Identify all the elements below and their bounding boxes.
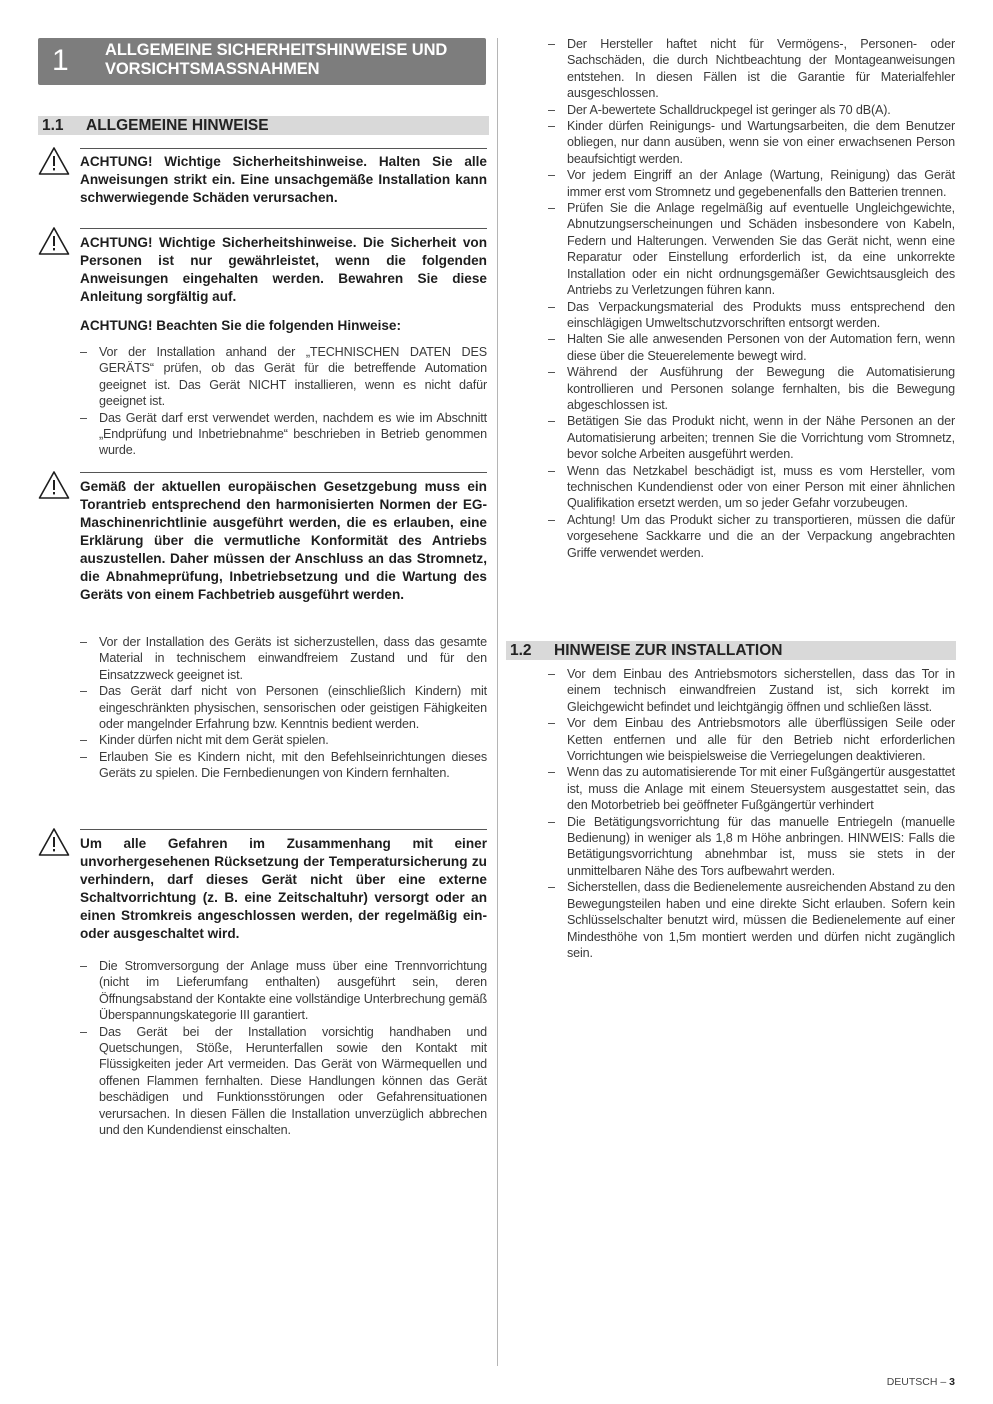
section-number: 1.1: [42, 117, 64, 134]
list-item: – Vor der Installation anhand der „TECHNISCHEN DATEN DES GERÄTS“ prüfen, ob das Gerät für die betreffende Automation geeignet ist. Das Gerät NICHT installieren, wenn es nicht dafür geeignet ist.: [80, 344, 487, 410]
list-item: – Der A-bewertete Schalldruckpegel ist geringer als 70 dB(A).: [548, 102, 955, 118]
warning-text-4: Um alle Gefahren im Zusammenhang mit einer unvorhergesehenen Rücksetzung der Temperatursicherung zu verhindern, darf dieses Gerät nicht über eine externe Schaltvorrichtung (z. B. eine Zeitschaltuhr) versorgt oder an einen Stromkreis angeschlossen werden, der regelmäßig ein- oder ausgeschaltet wird.: [80, 836, 487, 941]
page-number: 3: [949, 1376, 955, 1388]
warning-icon: [38, 146, 70, 176]
warning-icon: [38, 226, 70, 256]
warning-icon: [38, 470, 70, 500]
list-item: – Betätigen Sie das Produkt nicht, wenn in der Nähe Personen an der Automatisierung arbeiten; trennen Sie die Vorrichtung vom Stromnetz, bevor solche Arbeiten ausgeführt werden.: [548, 413, 955, 462]
chapter-number: 1: [52, 44, 69, 77]
list-item: – Das Gerät bei der Installation vorsichtig handhaben und Quetschungen, Stöße, Herunterfallen sowie den Kontakt mit Flüssigkeiten jeder Art vermeiden. Das Gerät von Wärmequellen und offenen Flammen fernhalten. Diese Handlungen können das Gerät beschädigen und Funktionsstörungen oder Gefahrensituationen verursachen. In diesen Fällen die Installation unverzüglich abbrechen und den Kundendienst einschalten.: [80, 1024, 487, 1139]
section-title: ALLGEMEINE HINWEISE: [86, 117, 269, 134]
warning-rule: [80, 148, 487, 149]
list-item: – Das Gerät darf nicht von Personen (einschließlich Kindern) mit eingeschränkten physischen, sensorischen oder geistigen Fähigkeiten oder mangelnder Erfahrung bzw. Kenntnis bedient werden.: [80, 683, 487, 732]
list-item: – Halten Sie alle anwesenden Personen von der Automation fern, wenn diese über die Steuerelemente bewegt wird.: [548, 331, 955, 364]
list-item: – Der Hersteller haftet nicht für Vermögens-, Personen- oder Sachschäden, die durch Nichtbeachtung der Montageanweisungen entstehen. In diesen Fällen ist die Garantie für Materialfehler ausgeschlossen.: [548, 36, 955, 102]
warning-rule: [80, 228, 487, 229]
chapter-title-line2: VORSICHTSMASSNAHMEN: [105, 60, 320, 78]
section-number: 1.2: [510, 642, 532, 659]
column-divider: [497, 38, 498, 1366]
list-item: – Prüfen Sie die Anlage regelmäßig auf eventuelle Ungleichgewichte, Abnutzungserscheinungen und Schäden insbesondere von Kabeln, Federn und Halterungen. Verwenden Sie das Gerät nicht, wenn eine Reparatur oder Einstellung erforderlich ist, da eine unkorrekte Installation oder ein nicht ordnungsgemäßer Gewichtsausgleich des Antriebs zu Verletzungen führen kann.: [548, 200, 955, 298]
list-d: [548, 36, 955, 561]
list-item: – Wenn das zu automatisierende Tor mit einer Fußgängertür ausgestattet ist, muss die Anlage mit einem Steuersystem ausgestattet sein, das den Motorbetrieb bei geöffneter Fußgängertür verhindert: [548, 764, 955, 813]
chapter-title: [105, 41, 447, 79]
list-item: – Kinder dürfen Reinigungs- und Wartungsarbeiten, die dem Benutzer obliegen, nur dann ausüben, wenn sie von einer erwachsenen Person beaufsichtigt werden.: [548, 118, 955, 167]
list-item: – Wenn das Netzkabel beschädigt ist, muss es vom Hersteller, vom technischen Kundendienst oder von einer Person mit einer ähnlichen Qualifikation ersetzt werden, um so jeder Gefahr vorzubeugen.: [548, 463, 955, 512]
list-item: – Vor jedem Eingriff an der Anlage (Wartung, Reinigung) das Gerät immer erst vom Stromnetz und gegebenenfalls den Batterien trennen.: [548, 167, 955, 200]
section-1-1-heading: [38, 116, 489, 135]
chapter-header: [38, 38, 486, 85]
section-1-2-heading: [506, 641, 956, 660]
list-item: – Kinder dürfen nicht mit dem Gerät spielen.: [80, 732, 487, 748]
list-item: – Vor dem Einbau des Antriebsmotors sicherstellen, dass das Tor in einem technisch einwandfreien Zustand ist, sich korrekt im Gleichgewicht befindet und leichtgängig öffnen und schließen lässt.: [548, 666, 955, 715]
list-item: – Erlauben Sie es Kindern nicht, mit den Befehlseinrichtungen dieses Geräts zu spielen. Die Fernbedienungen von Kindern fernhalten.: [80, 749, 487, 782]
list-item: – Das Verpackungsmaterial des Produkts muss entsprechend den einschlägigen Umweltschutzvorschriften entsorgt werden.: [548, 299, 955, 332]
footer-language: DEUTSCH –: [886, 1376, 950, 1388]
list-item: – Vor der Installation des Geräts ist sicherzustellen, dass das gesamte Material in technischem einwandfreiem Zustand und für den Einsatzzweck geeignet ist.: [80, 634, 487, 683]
chapter-title-line1: ALLGEMEINE SICHERHEITSHINWEISE UND: [105, 41, 448, 59]
warning-icon: [38, 827, 70, 857]
warning-text-2: ACHTUNG! Wichtige Sicherheitshinweise. Die Sicherheit von Personen ist nur gewährleistet, wenn die folgenden Anweisungen eingehalten werden. Bewahren Sie diese Anleitung sorgfältig auf.: [80, 235, 487, 304]
warning-subheading: ACHTUNG! Beachten Sie die folgenden Hinweise:: [80, 318, 402, 333]
list-item: – Achtung! Um das Produkt sicher zu transportieren, müssen die dafür vorgesehene Sackkarre und die an der Verpackung angebrachten Griffe verwendet werden.: [548, 512, 955, 561]
list-a: [80, 344, 487, 459]
list-c: [80, 958, 487, 1138]
warning-text-1: ACHTUNG! Wichtige Sicherheitshinweise. Halten Sie alle Anweisungen strikt ein. Eine unsachgemäße Installation kann schwerwiegende Schäden verursachen.: [80, 154, 487, 205]
list-item: – Die Betätigungsvorrichtung für das manuelle Entriegeln (manuelle Bedienung) in weniger als 1,8 m Höhe anbringen. HINWEIS: Falls die Betätigungsvorrichtung abnehmbar ist, muss sie stets in der unmittelbaren Nähe des Tors aufbewahrt werden.: [548, 814, 955, 880]
list-item: – Während der Ausführung der Bewegung die Automatisierung kontrollieren und Personen solange fernhalten, bis die Bewegung abgeschlossen ist.: [548, 364, 955, 413]
list-item: – Die Stromversorgung der Anlage muss über eine Trennvorrichtung (nicht im Lieferumfang enthalten) ausgeführt sein, deren Öffnungsabstand der Kontakte eine vollständige Unterbrechung gemäß Überspannungskategorie III garantiert.: [80, 958, 487, 1024]
list-b: [80, 634, 487, 782]
warning-text-3: Gemäß der aktuellen europäischen Gesetzgebung muss ein Torantrieb entsprechend den harmonisierten Normen der EG-Maschinenrichtlinie ausgeführt werden, die es erlauben, eine Erklärung über die vermutliche Konformität des Antriebs auszustellen. Daher müssen der Anschluss an das Stromnetz, die Abnahmeprüfung, Inbetriebsetzung und die Wartung des Geräts von einem Fachbetrieb ausgeführt werden.: [80, 479, 487, 602]
section-title: HINWEISE ZUR INSTALLATION: [554, 642, 783, 659]
list-item: – Das Gerät darf erst verwendet werden, nachdem es wie im Abschnitt „Endprüfung und Inbetriebnahme“ beschrieben in Betrieb genommen wurde.: [80, 410, 487, 459]
page-footer: [887, 1376, 955, 1388]
warning-rule: [80, 829, 487, 830]
list-item: – Vor dem Einbau des Antriebsmotors alle überflüssigen Seile oder Ketten entfernen und alle für den Betrieb nicht erforderlichen Vorrichtungen wie beispielsweise die Verriegelungen deaktivieren.: [548, 715, 955, 764]
list-item: – Sicherstellen, dass die Bedienelemente ausreichenden Abstand zu den Bewegungsteilen haben und eine direkte Sicht erlauben. Sofern kein Schlüsselschalter benutzt wird, müssen die Bedienelemente auf einer Mindesthöhe von 1,5m montiert werden und dürfen nicht zugänglich sein.: [548, 879, 955, 961]
list-e: [548, 666, 955, 961]
warning-rule: [80, 472, 487, 473]
